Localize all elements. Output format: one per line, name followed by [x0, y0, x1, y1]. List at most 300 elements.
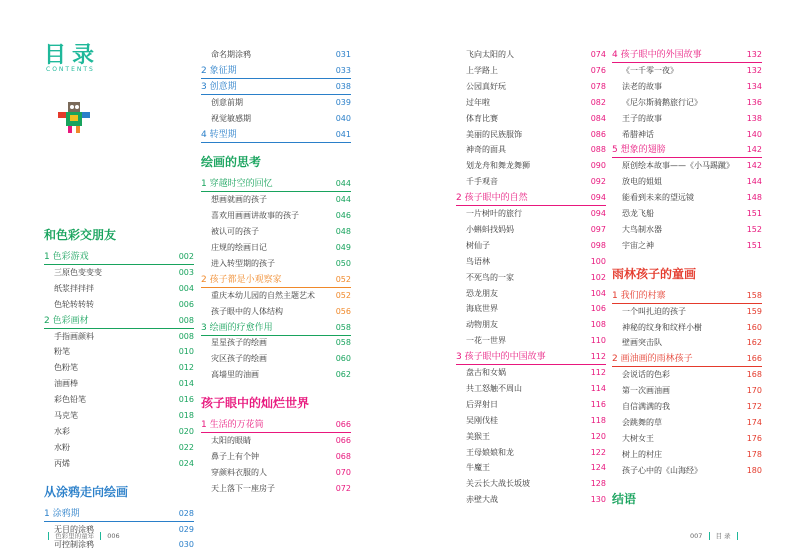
- entry-title: 油画棒: [54, 379, 78, 389]
- entry-title: 海底世界: [466, 304, 498, 314]
- entry-title: 放电的姐姐: [622, 177, 662, 187]
- page-number: 056: [335, 306, 351, 316]
- entry-title: 吴刚伐桂: [466, 415, 498, 425]
- page-number: 016: [178, 395, 194, 405]
- page-number: 148: [746, 193, 762, 203]
- chapter-title: 1 色彩游戏: [44, 252, 89, 262]
- entry-title: 自信满满的我: [622, 402, 670, 411]
- chapter-underline: [612, 157, 762, 158]
- toc-entry-row[interactable]: [201, 257, 351, 271]
- toc-chapter-row[interactable]: [612, 143, 762, 157]
- entry-title: 宇宙之神: [622, 240, 654, 250]
- toc-entry-row[interactable]: [456, 334, 606, 348]
- toc-chapter-row[interactable]: [44, 507, 194, 521]
- page-number: 132: [746, 65, 762, 75]
- toc-entry-row[interactable]: [612, 80, 762, 94]
- page-number: 104: [590, 288, 606, 298]
- toc-entry-row[interactable]: [201, 112, 351, 126]
- toc-chapter-row[interactable]: [44, 250, 194, 264]
- chapter-title: 3 绘画的疗愈作用: [201, 322, 273, 333]
- page-number: 136: [746, 97, 762, 107]
- page-number: 049: [335, 243, 351, 252]
- toc-entry-row[interactable]: [201, 482, 351, 496]
- footer-bar-mid: [100, 532, 101, 540]
- chapter-title: 5 想象的翅膀: [612, 145, 666, 156]
- chapter-underline: [44, 328, 194, 329]
- toc-entry-row[interactable]: [201, 434, 351, 448]
- page-number: 180: [746, 465, 762, 475]
- chapter-underline: [201, 335, 351, 336]
- toc-entry-row[interactable]: [612, 368, 762, 382]
- page-number: 100: [590, 256, 606, 266]
- page-number: 028: [178, 508, 194, 518]
- entry-title: 水彩: [54, 426, 70, 436]
- page-number: 058: [335, 322, 351, 332]
- toc-entry-row[interactable]: [456, 207, 606, 221]
- page-number: 162: [746, 338, 762, 348]
- chapter-title: 1 穿越时空的回忆: [201, 179, 273, 190]
- entry-title: 会跳舞的草: [622, 417, 662, 427]
- page-number: 066: [335, 420, 351, 430]
- page-number: 038: [335, 81, 351, 91]
- section-heading[interactable]: 绘画的思考: [201, 155, 262, 170]
- page-number: 068: [335, 451, 351, 461]
- page-number: 014: [178, 379, 194, 389]
- entry-title: 共工怒触不周山: [466, 383, 522, 393]
- page-number: 160: [746, 322, 762, 332]
- entry-title: 重庆本幼儿园的自然主题艺术: [211, 290, 315, 300]
- entry-title: 星星孩子的绘画: [211, 338, 267, 348]
- toc-entry-row[interactable]: [44, 441, 194, 455]
- page-number: 152: [746, 224, 762, 234]
- page-number: 012: [178, 363, 194, 373]
- entry-title: 视觉敏感期: [211, 113, 251, 123]
- entry-title: 马克笔: [54, 411, 78, 420]
- page-number: 106: [590, 304, 606, 314]
- footer-book-title: 色彩里的童年: [55, 532, 95, 540]
- toc-entry-row[interactable]: [456, 112, 606, 126]
- chapter-title: 3 孩子眼中的中国故事: [456, 352, 546, 363]
- toc-column-2: [201, 0, 351, 558]
- toc-column-1: [44, 0, 194, 558]
- entry-title: 王母娘娘和龙: [466, 447, 514, 457]
- entry-title: 灾区孩子的绘画: [211, 354, 267, 364]
- chapter-underline: [44, 521, 194, 522]
- toc-chapter-row[interactable]: [201, 418, 351, 432]
- toc-entry-row[interactable]: [456, 239, 606, 253]
- entry-title: 喜欢用画画讲故事的孩子: [211, 211, 299, 221]
- toc-entry-row[interactable]: [44, 298, 194, 312]
- entry-title: 创意前期: [211, 97, 243, 107]
- entry-title: 划龙舟和舞龙舞狮: [466, 161, 530, 171]
- toc-entry-row[interactable]: [456, 175, 606, 189]
- chapter-underline: [201, 432, 351, 433]
- footer-page-right: 007: [690, 532, 703, 540]
- entry-title: 纸浆拌拌拌: [54, 283, 94, 293]
- toc-entry-row[interactable]: [201, 225, 351, 239]
- page-number: 116: [590, 399, 606, 409]
- entry-title: 法老的故事: [622, 81, 662, 91]
- page-number: 050: [335, 258, 351, 268]
- toc-entry-row[interactable]: [612, 416, 762, 430]
- page-number: 092: [590, 177, 606, 187]
- page-number: 088: [590, 145, 606, 155]
- toc-chapter-row[interactable]: [201, 64, 351, 78]
- entry-title: 高墙里的油画: [211, 370, 259, 380]
- page-number: 006: [178, 299, 194, 309]
- chapter-underline: [201, 287, 351, 288]
- toc-entry-row[interactable]: [44, 282, 194, 296]
- chapter-title: 2 象征期: [201, 65, 237, 76]
- section-heading[interactable]: 从涂鸦走向绘画: [44, 484, 129, 499]
- toc-entry-row[interactable]: [456, 271, 606, 285]
- page-number: 082: [590, 97, 606, 107]
- section-heading[interactable]: 结语: [612, 491, 637, 506]
- chapter-underline: [612, 62, 762, 63]
- page-number: 120: [590, 431, 606, 441]
- toc-entry-row[interactable]: [612, 159, 762, 173]
- chapter-underline: [44, 264, 194, 265]
- toc-entry-row[interactable]: [456, 493, 606, 507]
- page-number: 003: [178, 267, 194, 277]
- entry-title: 大鸟制水器: [622, 224, 662, 234]
- entry-title: 能看到未来的望远镜: [622, 193, 694, 203]
- page-number: 072: [335, 483, 351, 493]
- toc-entry-row[interactable]: [456, 80, 606, 94]
- chapter-title: 2 孩子都是小观察家: [201, 274, 282, 285]
- toc-entry-row[interactable]: [201, 368, 351, 382]
- entry-title: 后羿射日: [466, 399, 498, 409]
- toc-entry-row[interactable]: [612, 448, 762, 462]
- page-number: 048: [335, 227, 351, 237]
- page-number: 041: [335, 129, 351, 139]
- page-number: 070: [335, 467, 351, 477]
- entry-title: 三原色变变变: [54, 267, 102, 277]
- entry-title: 想画就画的孩子: [211, 195, 267, 205]
- toc-entry-row[interactable]: [44, 538, 194, 552]
- page-number: 114: [590, 383, 606, 393]
- chapter-title: 2 画油画的雨林孩子: [612, 354, 693, 365]
- page-number: 094: [590, 193, 606, 203]
- toc-entry-row[interactable]: [612, 400, 762, 414]
- page-number: 098: [590, 240, 606, 250]
- footer-page-left: 006: [107, 532, 120, 540]
- page-number: 118: [590, 415, 606, 425]
- toc-entry-row[interactable]: [612, 336, 762, 350]
- entry-title: 色轮转转转: [54, 299, 94, 309]
- entry-title: 不死鸟的一家: [466, 272, 514, 282]
- entry-title: 《尼尔斯骑鹅旅行记》: [622, 97, 702, 107]
- entry-title: 树仙子: [466, 240, 490, 250]
- entry-title: 天上落下一座房子: [211, 483, 275, 493]
- entry-title: 小蝌蚪找妈妈: [466, 224, 514, 234]
- footer-bar-right-a: [709, 532, 710, 540]
- toc-entry-row[interactable]: [612, 112, 762, 126]
- section-heading[interactable]: 雨林孩子的童画: [612, 266, 697, 281]
- toc-entry-row[interactable]: [612, 239, 762, 253]
- toc-entry-row[interactable]: [612, 432, 762, 446]
- toc-entry-row[interactable]: [44, 377, 194, 391]
- page-number: 094: [590, 209, 606, 218]
- toc-entry-row[interactable]: [456, 64, 606, 78]
- toc-entry-row[interactable]: [612, 207, 762, 221]
- toc-chapter-row[interactable]: [201, 321, 351, 335]
- page-number: 158: [746, 290, 762, 300]
- page-number: 102: [590, 272, 606, 282]
- page-number: 033: [335, 65, 351, 75]
- page-number: 112: [590, 368, 606, 377]
- entry-title: 孩子心中的《山海经》: [622, 465, 702, 475]
- entry-title: 公园真好玩: [466, 81, 506, 91]
- toc-entry-row[interactable]: [201, 305, 351, 319]
- page-number: 151: [746, 209, 762, 218]
- page-number: 008: [178, 331, 194, 341]
- page-number: 124: [590, 463, 606, 473]
- page-number: 128: [590, 479, 606, 489]
- entry-title: 过年啦: [466, 97, 490, 107]
- page-number: 178: [746, 449, 762, 459]
- entry-title: 粉笔: [54, 347, 70, 357]
- page-number: 090: [590, 161, 606, 171]
- toc-entry-row[interactable]: [456, 255, 606, 269]
- entry-title: 树上的村庄: [622, 449, 662, 459]
- chapter-title: 2 色彩画材: [44, 315, 89, 326]
- entry-title: 被认可的孩子: [211, 227, 259, 237]
- toc-entry-row[interactable]: [44, 393, 194, 407]
- page-number: 134: [746, 81, 762, 91]
- entry-title: 丙烯: [54, 458, 70, 468]
- toc-entry-row[interactable]: [456, 318, 606, 332]
- footer-section-title: 目 录: [715, 532, 731, 540]
- page-number: 140: [746, 129, 762, 139]
- toc-entry-row[interactable]: [456, 366, 606, 380]
- entry-title: 孩子眼中的人体结构: [211, 306, 283, 316]
- entry-title: 鸟语林: [466, 256, 490, 266]
- page-number: 086: [590, 129, 606, 139]
- toc-entry-row[interactable]: [44, 266, 194, 280]
- page-number: 002: [178, 252, 194, 261]
- page-number: 168: [746, 370, 762, 380]
- page-number: 144: [746, 177, 762, 187]
- toc-chapter-row[interactable]: [612, 289, 762, 303]
- toc-entry-row[interactable]: [612, 96, 762, 110]
- toc-entry-row[interactable]: [456, 446, 606, 460]
- section-heading[interactable]: 和色彩交朋友: [44, 228, 117, 242]
- toc-entry-row[interactable]: [456, 382, 606, 396]
- entry-title: 水粉: [54, 442, 70, 452]
- toc-entry-row[interactable]: [456, 96, 606, 110]
- chapter-title: 1 生活的万花筒: [201, 420, 264, 431]
- page-number: 176: [746, 433, 762, 443]
- page-number: 022: [178, 442, 194, 452]
- toc-chapter-row[interactable]: [201, 128, 351, 142]
- contents-title: 目录: [44, 43, 101, 68]
- chapter-title: 3 创意期: [201, 81, 237, 92]
- page-number: 159: [746, 306, 762, 316]
- toc-chapter-row[interactable]: [44, 314, 194, 328]
- toc-entry-row[interactable]: [612, 223, 762, 237]
- page-number: 122: [590, 447, 606, 457]
- entry-title: 美丽的民族服饰: [466, 129, 522, 139]
- page-number: 024: [178, 458, 194, 468]
- footer-right: [690, 531, 742, 540]
- toc-entry-row[interactable]: [201, 241, 351, 255]
- page-number: 008: [178, 315, 194, 325]
- footer-bar-left: [48, 532, 49, 540]
- page-number: 108: [590, 320, 606, 330]
- toc-entry-row[interactable]: [456, 128, 606, 142]
- toc-entry-row[interactable]: [201, 352, 351, 366]
- chapter-title: 1 涂鸦期: [44, 508, 80, 519]
- toc-entry-row[interactable]: [201, 209, 351, 223]
- page-number: 142: [746, 145, 762, 155]
- page-number: 151: [746, 240, 762, 250]
- chapter-underline: [456, 364, 606, 365]
- toc-entry-row[interactable]: [456, 48, 606, 62]
- entry-title: 神秘的纹身和纹样小樹: [622, 322, 702, 332]
- toc-chapter-row[interactable]: [612, 352, 762, 366]
- entry-title: 会说话的色彩: [622, 370, 670, 380]
- entry-title: 希腊神话: [622, 129, 654, 139]
- entry-title: 神奇的面具: [466, 145, 506, 155]
- entry-title: 体育比赛: [466, 113, 498, 123]
- chapter-underline: [612, 366, 762, 367]
- toc-chapter-row[interactable]: [201, 177, 351, 191]
- entry-title: 鼻子上有个钟: [211, 451, 259, 461]
- toc-entry-row[interactable]: [612, 175, 762, 189]
- entry-title: 色粉笔: [54, 363, 78, 373]
- toc-entry-row[interactable]: [456, 223, 606, 237]
- page-number: 084: [590, 113, 606, 123]
- toc-entry-row[interactable]: [612, 191, 762, 205]
- page-number: 052: [335, 290, 351, 300]
- entry-title: 动物朋友: [466, 320, 498, 330]
- toc-entry-row[interactable]: [201, 48, 351, 62]
- page-number: 110: [590, 336, 606, 346]
- page-number: 170: [746, 386, 762, 396]
- page-number: 076: [590, 65, 606, 75]
- toc-entry-row[interactable]: [456, 302, 606, 316]
- toc-entry-row[interactable]: [201, 289, 351, 303]
- toc-entry-row[interactable]: [201, 466, 351, 480]
- chapter-underline: [201, 142, 351, 143]
- chapter-underline: [456, 205, 606, 206]
- toc-chapter-row[interactable]: [201, 80, 351, 94]
- page-number: 060: [335, 354, 351, 364]
- toc-entry-row[interactable]: [44, 409, 194, 423]
- toc-entry-row[interactable]: [612, 305, 762, 319]
- page-number: 130: [590, 495, 606, 505]
- entry-title: 命名期涂鸦: [211, 50, 251, 59]
- toc-entry-row[interactable]: [456, 430, 606, 444]
- page-number: 097: [590, 224, 606, 234]
- toc-entry-row[interactable]: [612, 384, 762, 398]
- entry-title: 王子的故事: [622, 113, 662, 123]
- page-number: 039: [335, 97, 351, 107]
- toc-entry-row[interactable]: [44, 361, 194, 375]
- page-number: 174: [746, 417, 762, 427]
- entry-title: 恐龙飞船: [622, 209, 654, 218]
- page-number: 044: [335, 195, 351, 205]
- section-heading[interactable]: 孩子眼中的灿烂世界: [201, 396, 310, 411]
- entry-title: 太阳的眼睛: [211, 436, 251, 445]
- page-number: 078: [590, 81, 606, 91]
- toc-entry-row[interactable]: [201, 96, 351, 110]
- entry-title: 无目的涂鸦: [54, 524, 94, 534]
- toc-entry-row[interactable]: [456, 287, 606, 301]
- chapter-underline: [201, 191, 351, 192]
- toc-chapter-row[interactable]: [456, 191, 606, 205]
- entry-title: 盘古和女娲: [466, 368, 506, 377]
- footer-left: [44, 531, 120, 540]
- chapter-underline: [201, 94, 351, 95]
- toc-entry-row[interactable]: [44, 425, 194, 439]
- toc-entry-row[interactable]: [44, 457, 194, 471]
- entry-title: 飞向太阳的人: [466, 50, 514, 59]
- entry-title: 第一次画油画: [622, 386, 670, 396]
- footer-bar-right-b: [737, 532, 738, 540]
- entry-title: 一花一世界: [466, 336, 506, 346]
- toc-chapter-row[interactable]: [201, 273, 351, 287]
- page-number: 046: [335, 211, 351, 221]
- entry-title: 上学路上: [466, 65, 498, 75]
- toc-entry-row[interactable]: [456, 414, 606, 428]
- entry-title: 彩色铅笔: [54, 395, 86, 405]
- toc-entry-row[interactable]: [612, 321, 762, 335]
- toc-entry-row[interactable]: [612, 464, 762, 478]
- toc-entry-row[interactable]: [456, 461, 606, 475]
- page-number: 142: [746, 161, 762, 171]
- entry-title: 进入转型期的孩子: [211, 258, 275, 268]
- page-number: 029: [178, 524, 194, 534]
- toc-column-3: [456, 0, 606, 558]
- page-number: 052: [335, 274, 351, 284]
- toc-entry-row[interactable]: [456, 477, 606, 491]
- toc-entry-row[interactable]: [44, 330, 194, 344]
- toc-entry-row[interactable]: [201, 450, 351, 464]
- toc-entry-row[interactable]: [456, 143, 606, 157]
- toc-entry-row[interactable]: [456, 159, 606, 173]
- toc-entry-row[interactable]: [44, 345, 194, 359]
- chapter-title: 4 转型期: [201, 129, 237, 140]
- page-number: 062: [335, 370, 351, 380]
- page-number: 040: [335, 113, 351, 123]
- toc-entry-row[interactable]: [201, 193, 351, 207]
- toc-column-4: [612, 0, 762, 558]
- toc-entry-row[interactable]: [201, 336, 351, 350]
- toc-entry-row[interactable]: [612, 128, 762, 142]
- entry-title: 关云长大战长坂坡: [466, 479, 530, 489]
- entry-title: 手指画颜料: [54, 331, 94, 341]
- entry-title: 壁画突击队: [622, 338, 662, 348]
- entry-title: 《一千零一夜》: [622, 65, 678, 75]
- page-number: 018: [178, 411, 194, 420]
- page-number: 066: [335, 436, 351, 445]
- toc-chapter-row[interactable]: [612, 48, 762, 62]
- page-number: 138: [746, 113, 762, 123]
- toc-chapter-row[interactable]: [456, 350, 606, 364]
- page-number: 112: [590, 352, 606, 362]
- toc-entry-row[interactable]: [612, 64, 762, 78]
- entry-title: 可控制涂鸦: [54, 540, 94, 550]
- entry-title: 美猴王: [466, 431, 490, 441]
- chapter-title: 1 我们的村寨: [612, 290, 666, 301]
- toc-entry-row[interactable]: [456, 398, 606, 412]
- page-number: 044: [335, 179, 351, 189]
- chapter-title: 4 孩子眼中的外国故事: [612, 50, 702, 60]
- entry-title: 恐龙朋友: [466, 288, 498, 298]
- entry-title: 原创绘本故事——《小马踢蹴》: [622, 161, 734, 171]
